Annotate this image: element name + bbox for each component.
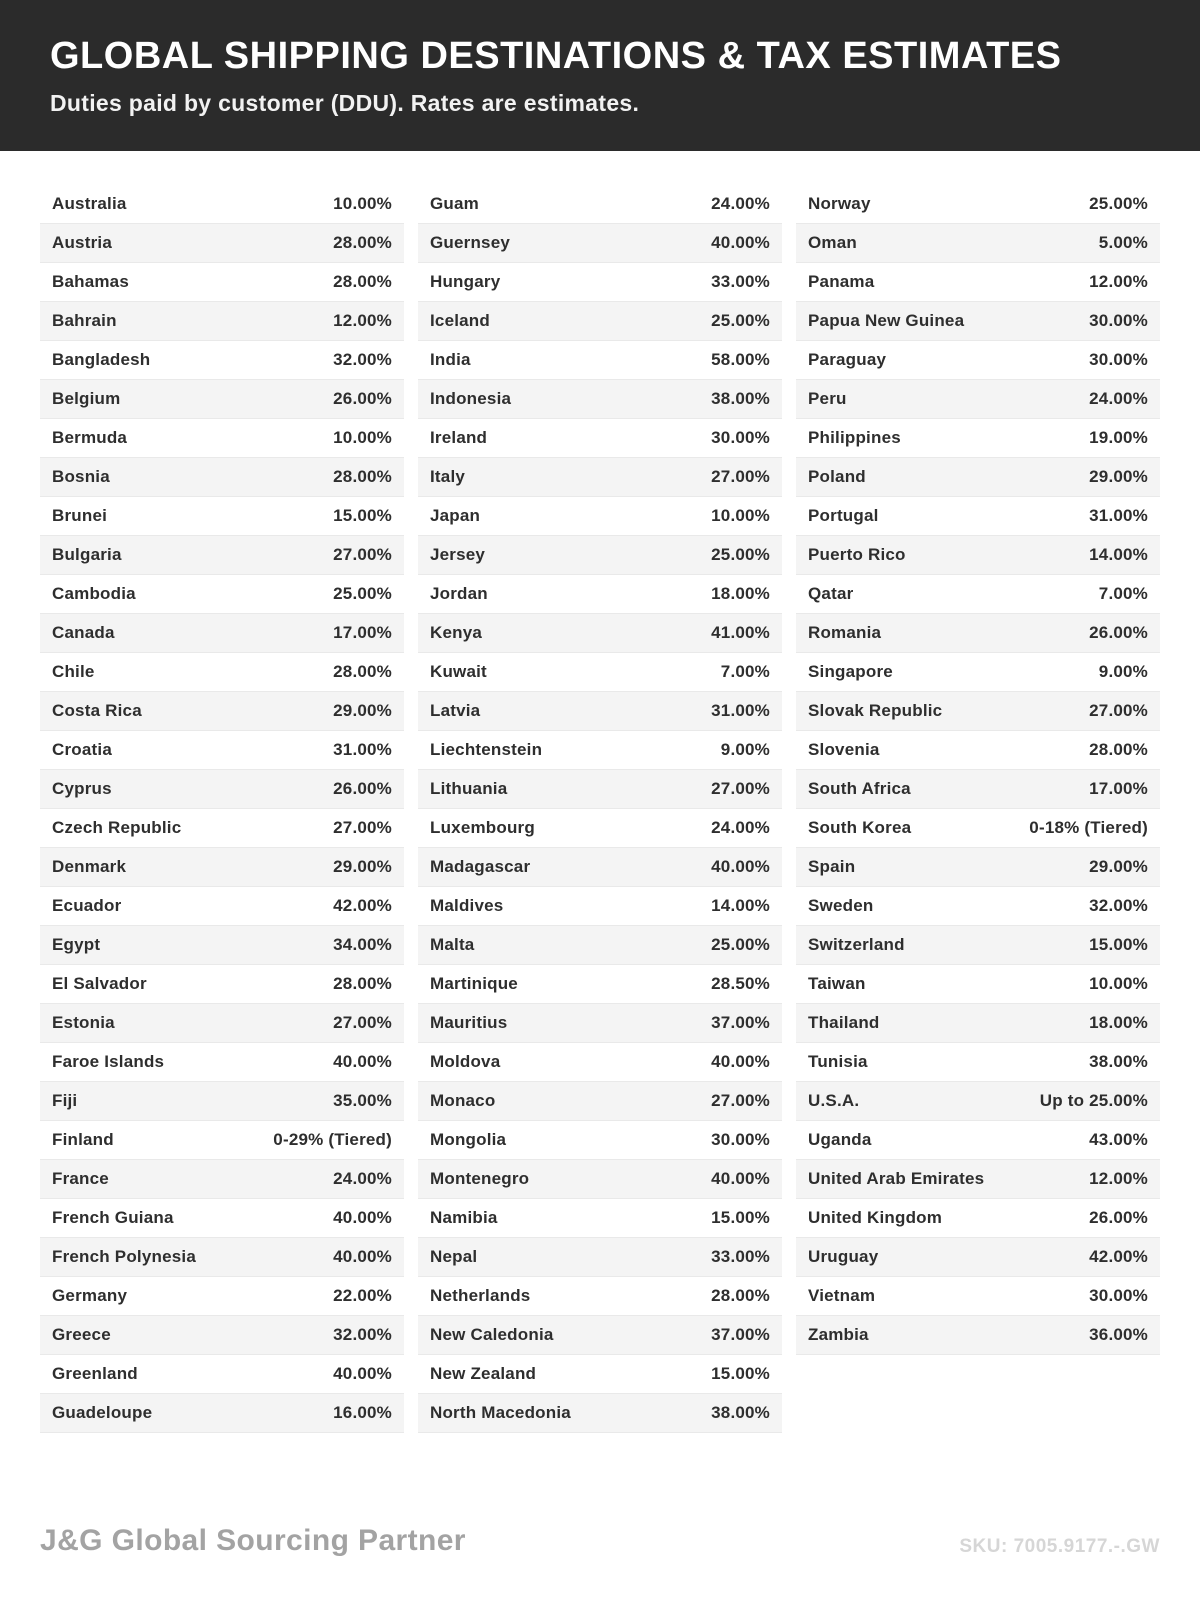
country-name: Ireland xyxy=(430,427,488,447)
rate-row xyxy=(418,575,782,614)
rate-value: 15.00% xyxy=(333,505,392,525)
rate-value: 24.00% xyxy=(711,817,770,837)
country-name: South Korea xyxy=(808,817,912,837)
rate-value: 9.00% xyxy=(720,739,770,759)
rate-row xyxy=(418,692,782,731)
country-name: Finland xyxy=(52,1129,114,1149)
header-banner xyxy=(0,0,1200,151)
country-name: Singapore xyxy=(808,661,893,681)
country-name: Puerto Rico xyxy=(808,544,906,564)
country-name: Montenegro xyxy=(430,1168,530,1188)
country-name: Oman xyxy=(808,232,857,252)
rate-value: 29.00% xyxy=(333,700,392,720)
country-name: New Caledonia xyxy=(430,1324,554,1344)
footer xyxy=(40,1524,1160,1558)
rate-value: 15.00% xyxy=(711,1207,770,1227)
rate-value: 7.00% xyxy=(720,661,770,681)
rate-row xyxy=(40,692,404,731)
rate-row xyxy=(40,458,404,497)
rate-value: 26.00% xyxy=(1089,622,1148,642)
rate-value: 42.00% xyxy=(1089,1246,1148,1266)
country-name: Austria xyxy=(52,232,112,252)
rate-row xyxy=(418,614,782,653)
country-name: Germany xyxy=(52,1285,128,1305)
rate-row xyxy=(40,185,404,224)
rate-row xyxy=(40,575,404,614)
rate-row xyxy=(796,809,1160,848)
country-name: Jordan xyxy=(430,583,488,603)
country-name: Norway xyxy=(808,193,871,213)
rate-row xyxy=(418,770,782,809)
country-name: Zambia xyxy=(808,1324,869,1344)
country-name: Bermuda xyxy=(52,427,128,447)
rate-row xyxy=(40,263,404,302)
country-name: Kenya xyxy=(430,622,483,642)
rate-value: 12.00% xyxy=(1089,1168,1148,1188)
rate-value: 14.00% xyxy=(1089,544,1148,564)
rate-row xyxy=(418,1199,782,1238)
rate-value: 25.00% xyxy=(711,934,770,954)
country-name: Martinique xyxy=(430,973,518,993)
rate-row xyxy=(796,263,1160,302)
rate-value: 30.00% xyxy=(1089,310,1148,330)
rate-row xyxy=(418,1355,782,1394)
country-name: Czech Republic xyxy=(52,817,182,837)
country-name: North Macedonia xyxy=(430,1402,571,1422)
country-name: Philippines xyxy=(808,427,901,447)
rate-value: 18.00% xyxy=(711,583,770,603)
country-name: Nepal xyxy=(430,1246,478,1266)
rate-row xyxy=(796,380,1160,419)
rate-value: 27.00% xyxy=(333,1012,392,1032)
rate-row xyxy=(418,536,782,575)
country-name: Kuwait xyxy=(430,661,487,681)
rate-value: 40.00% xyxy=(711,232,770,252)
rate-value: 15.00% xyxy=(1089,934,1148,954)
rate-value: 42.00% xyxy=(333,895,392,915)
rate-value: 36.00% xyxy=(1089,1324,1148,1344)
rate-row xyxy=(40,419,404,458)
rate-value: 58.00% xyxy=(711,349,770,369)
rate-row xyxy=(796,770,1160,809)
rate-row xyxy=(796,848,1160,887)
country-name: Sweden xyxy=(808,895,874,915)
country-name: Belgium xyxy=(52,388,121,408)
rate-value: 7.00% xyxy=(1098,583,1148,603)
rate-row xyxy=(40,224,404,263)
rate-value: 10.00% xyxy=(333,427,392,447)
rate-value: 40.00% xyxy=(333,1246,392,1266)
rate-value: 28.00% xyxy=(333,661,392,681)
rate-row xyxy=(418,458,782,497)
rate-value: 32.00% xyxy=(1089,895,1148,915)
rate-row xyxy=(418,1316,782,1355)
rate-row xyxy=(40,653,404,692)
country-name: Vietnam xyxy=(808,1285,876,1305)
rate-row xyxy=(418,848,782,887)
rate-value: 26.00% xyxy=(333,778,392,798)
rate-value: 29.00% xyxy=(1089,466,1148,486)
rate-row xyxy=(40,1199,404,1238)
country-name: Maldives xyxy=(430,895,504,915)
country-name: Tunisia xyxy=(808,1051,868,1071)
country-name: Bahamas xyxy=(52,271,129,291)
country-name: Greenland xyxy=(52,1363,138,1383)
country-name: Qatar xyxy=(808,583,854,603)
country-name: U.S.A. xyxy=(808,1090,860,1110)
rate-value: 31.00% xyxy=(1089,505,1148,525)
country-name: India xyxy=(430,349,471,369)
rate-value: 40.00% xyxy=(333,1363,392,1383)
country-name: Denmark xyxy=(52,856,127,876)
rate-row xyxy=(418,1238,782,1277)
rate-row xyxy=(40,1160,404,1199)
country-name: Bahrain xyxy=(52,310,117,330)
country-name: Faroe Islands xyxy=(52,1051,165,1071)
rate-value: 15.00% xyxy=(711,1363,770,1383)
rate-row xyxy=(418,263,782,302)
rate-row xyxy=(418,1160,782,1199)
rate-row xyxy=(40,848,404,887)
rate-value: 27.00% xyxy=(711,1090,770,1110)
rate-value: 27.00% xyxy=(1089,700,1148,720)
country-name: Egypt xyxy=(52,934,101,954)
rate-row xyxy=(40,614,404,653)
rate-value: 25.00% xyxy=(1089,193,1148,213)
country-name: Portugal xyxy=(808,505,879,525)
rate-row xyxy=(796,692,1160,731)
country-name: Jersey xyxy=(430,544,486,564)
rate-row xyxy=(40,380,404,419)
rate-value: 32.00% xyxy=(333,349,392,369)
rate-value: 41.00% xyxy=(711,622,770,642)
country-name: Italy xyxy=(430,466,466,486)
rate-value: 38.00% xyxy=(1089,1051,1148,1071)
rate-value: 14.00% xyxy=(711,895,770,915)
rate-value: 28.00% xyxy=(333,973,392,993)
rate-value: 43.00% xyxy=(1089,1129,1148,1149)
rate-row xyxy=(418,887,782,926)
rates-column-1 xyxy=(40,185,404,1433)
rate-value: 28.00% xyxy=(711,1285,770,1305)
rate-row xyxy=(796,302,1160,341)
rate-row xyxy=(796,887,1160,926)
rate-row xyxy=(796,965,1160,1004)
page-title: GLOBAL SHIPPING DESTINATIONS & TAX ESTIMATES xyxy=(50,35,1062,77)
rate-value: 28.00% xyxy=(1089,739,1148,759)
rate-value: 28.00% xyxy=(333,271,392,291)
rate-row xyxy=(418,185,782,224)
country-name: French Polynesia xyxy=(52,1246,196,1266)
country-name: Brunei xyxy=(52,505,108,525)
rate-value: 40.00% xyxy=(711,1051,770,1071)
country-name: Australia xyxy=(52,193,127,213)
country-name: New Zealand xyxy=(430,1363,537,1383)
country-name: Taiwan xyxy=(808,973,866,993)
rate-value: 31.00% xyxy=(333,739,392,759)
rate-row xyxy=(418,809,782,848)
rate-row xyxy=(40,302,404,341)
rate-value: 26.00% xyxy=(333,388,392,408)
country-name: Uganda xyxy=(808,1129,872,1149)
country-name: Indonesia xyxy=(430,388,512,408)
rate-row xyxy=(796,1316,1160,1355)
country-name: South Africa xyxy=(808,778,911,798)
country-name: Panama xyxy=(808,271,875,291)
rate-value: 24.00% xyxy=(333,1168,392,1188)
rate-row xyxy=(418,1121,782,1160)
country-name: Peru xyxy=(808,388,847,408)
rate-row xyxy=(796,1043,1160,1082)
rate-value: 38.00% xyxy=(711,1402,770,1422)
rate-value: 33.00% xyxy=(711,1246,770,1266)
rate-value: 40.00% xyxy=(333,1207,392,1227)
rate-row xyxy=(40,770,404,809)
country-name: United Kingdom xyxy=(808,1207,943,1227)
rate-row xyxy=(418,302,782,341)
country-name: Costa Rica xyxy=(52,700,142,720)
rate-value: 10.00% xyxy=(1089,973,1148,993)
rate-value: 37.00% xyxy=(711,1324,770,1344)
rate-row xyxy=(40,1043,404,1082)
country-name: Lithuania xyxy=(430,778,508,798)
country-name: Luxembourg xyxy=(430,817,535,837)
country-name: Namibia xyxy=(430,1207,498,1227)
rates-column-3 xyxy=(796,185,1160,1355)
rate-value: 40.00% xyxy=(333,1051,392,1071)
rate-value: 33.00% xyxy=(711,271,770,291)
rates-table xyxy=(0,151,1200,1433)
country-name: Liechtenstein xyxy=(430,739,543,759)
rate-value: 29.00% xyxy=(1089,856,1148,876)
rate-value: 0-29% (Tiered) xyxy=(273,1129,392,1149)
country-name: Spain xyxy=(808,856,856,876)
rate-row xyxy=(796,1004,1160,1043)
country-name: Canada xyxy=(52,622,115,642)
rate-value: 24.00% xyxy=(711,193,770,213)
rate-value: 26.00% xyxy=(1089,1207,1148,1227)
rate-row xyxy=(40,731,404,770)
rate-row xyxy=(40,1238,404,1277)
rate-value: 12.00% xyxy=(1089,271,1148,291)
country-name: Slovenia xyxy=(808,739,880,759)
rate-value: 29.00% xyxy=(333,856,392,876)
rate-row xyxy=(40,1004,404,1043)
rate-row xyxy=(418,419,782,458)
brand-name: J&G Global Sourcing Partner xyxy=(40,1524,466,1557)
rate-value: 28.00% xyxy=(333,232,392,252)
rate-value: 27.00% xyxy=(711,466,770,486)
rate-value: 5.00% xyxy=(1098,232,1148,252)
rate-row xyxy=(418,653,782,692)
rate-row xyxy=(418,731,782,770)
rate-value: 17.00% xyxy=(333,622,392,642)
rate-row xyxy=(40,341,404,380)
country-name: Bosnia xyxy=(52,466,110,486)
rate-value: 37.00% xyxy=(711,1012,770,1032)
rate-value: 28.50% xyxy=(711,973,770,993)
rate-row xyxy=(40,1394,404,1433)
rate-row xyxy=(418,965,782,1004)
country-name: Cambodia xyxy=(52,583,136,603)
rate-row xyxy=(418,497,782,536)
country-name: Guadeloupe xyxy=(52,1402,153,1422)
country-name: France xyxy=(52,1168,109,1188)
rate-row xyxy=(418,380,782,419)
country-name: Mauritius xyxy=(430,1012,508,1032)
country-name: Romania xyxy=(808,622,882,642)
rate-row xyxy=(40,926,404,965)
rate-row xyxy=(40,536,404,575)
rate-row xyxy=(40,1121,404,1160)
country-name: Guam xyxy=(430,193,479,213)
rate-row xyxy=(796,458,1160,497)
country-name: Hungary xyxy=(430,271,501,291)
rate-value: Up to 25.00% xyxy=(1039,1090,1148,1110)
rate-row xyxy=(796,419,1160,458)
sku-label: SKU: 7005.9177.-.GW xyxy=(959,1536,1160,1557)
country-name: Fiji xyxy=(52,1090,78,1110)
rate-value: 19.00% xyxy=(1089,427,1148,447)
page-subtitle: Duties paid by customer (DDU). Rates are estimates. xyxy=(50,89,640,116)
country-name: Chile xyxy=(52,661,95,681)
rate-value: 12.00% xyxy=(333,310,392,330)
rate-row xyxy=(418,1277,782,1316)
rate-row xyxy=(796,575,1160,614)
country-name: Bulgaria xyxy=(52,544,122,564)
country-name: Guernsey xyxy=(430,232,511,252)
country-name: Papua New Guinea xyxy=(808,310,965,330)
rate-value: 38.00% xyxy=(711,388,770,408)
rate-value: 31.00% xyxy=(711,700,770,720)
rate-row xyxy=(796,1160,1160,1199)
rate-value: 30.00% xyxy=(1089,1285,1148,1305)
country-name: Moldova xyxy=(430,1051,501,1071)
rate-row xyxy=(796,224,1160,263)
country-name: Slovak Republic xyxy=(808,700,943,720)
rate-row xyxy=(40,497,404,536)
rate-row xyxy=(418,1043,782,1082)
rate-row xyxy=(40,1355,404,1394)
rate-row xyxy=(796,731,1160,770)
country-name: Malta xyxy=(430,934,475,954)
country-name: Croatia xyxy=(52,739,112,759)
country-name: Madagascar xyxy=(430,856,531,876)
country-name: Ecuador xyxy=(52,895,122,915)
country-name: Latvia xyxy=(430,700,481,720)
rate-value: 9.00% xyxy=(1098,661,1148,681)
rate-row xyxy=(40,1316,404,1355)
rate-row xyxy=(418,1082,782,1121)
rate-value: 28.00% xyxy=(333,466,392,486)
rate-value: 25.00% xyxy=(333,583,392,603)
rate-row xyxy=(796,1199,1160,1238)
rate-row xyxy=(40,1082,404,1121)
rate-row xyxy=(796,926,1160,965)
country-name: Iceland xyxy=(430,310,490,330)
rate-row xyxy=(418,224,782,263)
country-name: Cyprus xyxy=(52,778,112,798)
country-name: United Arab Emirates xyxy=(808,1168,985,1188)
country-name: Monaco xyxy=(430,1090,496,1110)
country-name: Paraguay xyxy=(808,349,887,369)
rate-value: 10.00% xyxy=(711,505,770,525)
rate-value: 25.00% xyxy=(711,544,770,564)
rate-value: 30.00% xyxy=(1089,349,1148,369)
rate-row xyxy=(796,1121,1160,1160)
rate-value: 16.00% xyxy=(333,1402,392,1422)
rate-value: 10.00% xyxy=(333,193,392,213)
rate-value: 22.00% xyxy=(333,1285,392,1305)
rate-row xyxy=(418,926,782,965)
rate-value: 40.00% xyxy=(711,856,770,876)
rate-row xyxy=(418,1004,782,1043)
rate-value: 32.00% xyxy=(333,1324,392,1344)
rate-row xyxy=(40,887,404,926)
rate-row xyxy=(796,536,1160,575)
rates-column-2 xyxy=(418,185,782,1433)
rate-row xyxy=(418,341,782,380)
rate-value: 18.00% xyxy=(1089,1012,1148,1032)
rate-row xyxy=(796,341,1160,380)
country-name: Netherlands xyxy=(430,1285,531,1305)
country-name: Bangladesh xyxy=(52,349,151,369)
rate-value: 25.00% xyxy=(711,310,770,330)
rate-row xyxy=(796,653,1160,692)
country-name: Switzerland xyxy=(808,934,905,954)
rate-value: 0-18% (Tiered) xyxy=(1029,817,1148,837)
rate-row xyxy=(40,809,404,848)
rate-value: 24.00% xyxy=(1089,388,1148,408)
country-name: French Guiana xyxy=(52,1207,174,1227)
rate-value: 40.00% xyxy=(711,1168,770,1188)
country-name: Uruguay xyxy=(808,1246,879,1266)
rate-row xyxy=(796,614,1160,653)
rate-row xyxy=(418,1394,782,1433)
rate-value: 30.00% xyxy=(711,1129,770,1149)
rate-value: 17.00% xyxy=(1089,778,1148,798)
rate-row xyxy=(796,1277,1160,1316)
country-name: Poland xyxy=(808,466,866,486)
rate-value: 30.00% xyxy=(711,427,770,447)
country-name: Greece xyxy=(52,1324,111,1344)
country-name: Estonia xyxy=(52,1012,115,1032)
rate-value: 27.00% xyxy=(711,778,770,798)
rate-row xyxy=(796,185,1160,224)
rate-row xyxy=(796,1082,1160,1121)
rate-row xyxy=(40,965,404,1004)
country-name: Thailand xyxy=(808,1012,880,1032)
rate-row xyxy=(40,1277,404,1316)
country-name: Japan xyxy=(430,505,481,525)
country-name: El Salvador xyxy=(52,973,147,993)
rate-value: 27.00% xyxy=(333,817,392,837)
rate-row xyxy=(796,497,1160,536)
rate-row xyxy=(796,1238,1160,1277)
rate-value: 35.00% xyxy=(333,1090,392,1110)
rate-value: 34.00% xyxy=(333,934,392,954)
country-name: Mongolia xyxy=(430,1129,507,1149)
rate-value: 27.00% xyxy=(333,544,392,564)
